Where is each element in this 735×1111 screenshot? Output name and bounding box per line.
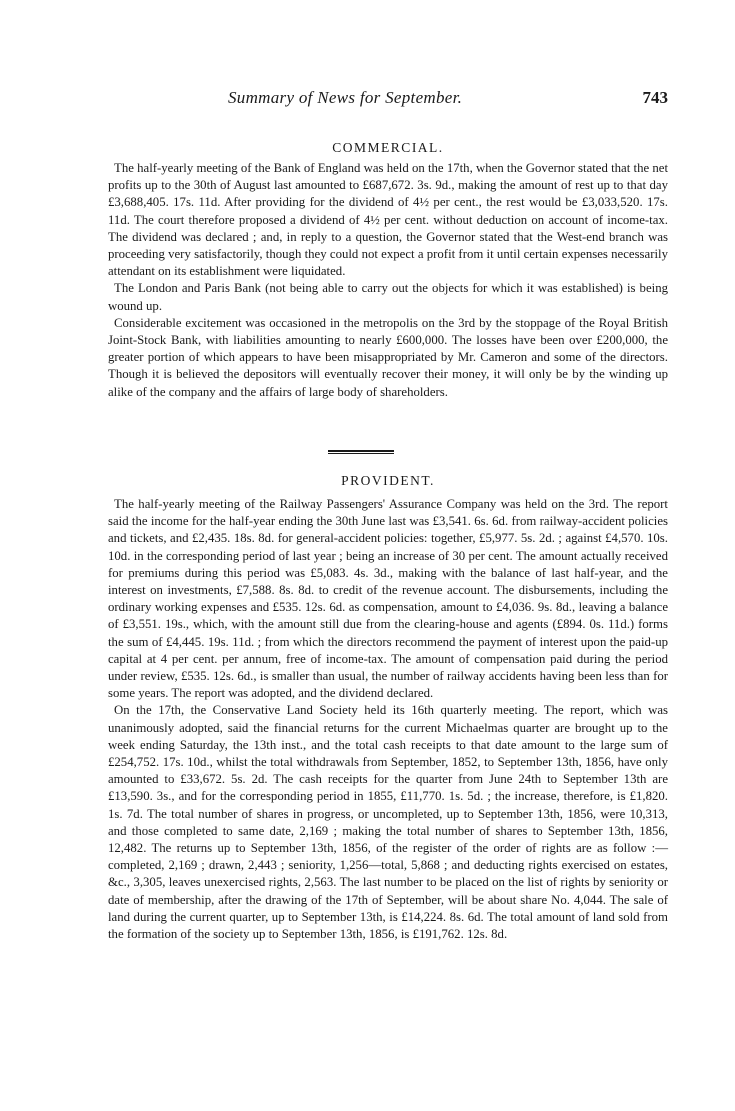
paragraph: On the 17th, the Conservative Land Society held its 16th quarterly meeting. The report, which was unanimously adopted, said the financial returns for the current Michaelmas quarter are brought up to the week ending Saturday, the 13th inst., and the total cash receipts to that date amount to the large sum of £254,752. 17s. 10d., whilst the total withdrawals from September, 1852, to September 13th, 1856, have only amounted to £33,672. 5s. 2d. The cash receipts for the quarter from June 24th to September 13th are £13,590. 3s., and for the corresponding period in 1855, £11,770. 1s. 5d. ; the increase, therefore, is £1,820. 1s. 7d. The total number of shares in progress, or uncompleted, up to September 13th, 1856, were 10,313, and those completed to same date, 2,169 ; making the total number of shares to September 13th, 1856, 12,482. The returns up to September 13th, 1856, of the register of the order of rights are as follow :—completed, 2,169 ; drawn, 2,443 ; seniority, 1,256—total, 5,868 ; and deducting rights exercised on estates, &c., 3,305, leaves unexercised rights, 2,563. The last number to be placed on the list of rights by seniority or date of membership, after the drawing of the 17th of September, will be about share No. 4,044. The sale of land during the current quarter, up to September 13th, is £14,224. 8s. 6d. The total amount of land sold from the formation of the society up to September 13th, 1856, is £191,762. 12s. 8d. xyxy=(108,703,668,942)
paragraph: The half-yearly meeting of the Bank of England was held on the 17th, when the Governor stated that the net profits up to the 30th of August last amounted to £687,672. 3s. 9d., making the amount of rest up to that day £3,688,405. 17s. 11d. After providing for the dividend of 4½ per cent., the rest would be £3,033,520. 17s. 11d. The court therefore proposed a dividend of 4½ per cent. without deduction on account of income-tax. The dividend was declared ; and, in reply to a question, the Governor stated that the West-end branch was proceeding very satisfactorily, though they could not expect a profit from it until certain expenses necessarily attendant on its establishment were liquidated. xyxy=(108,161,668,279)
section-divider xyxy=(328,450,394,454)
running-head xyxy=(108,88,668,110)
paragraph: The London and Paris Bank (not being able to carry out the objects for which it was established) is being wound up. xyxy=(108,281,668,313)
section-heading-provident: PROVIDENT. xyxy=(341,473,435,488)
commercial-section xyxy=(108,160,668,401)
provident-section xyxy=(108,496,668,943)
paragraph: Considerable excitement was occasioned in the metropolis on the 3rd by the stoppage of the Royal British Joint-Stock Bank, with liabilities amounting to nearly £600,000. The losses have been over £200,000, the greater portion of which appears to have been misappropriated by Mr. Cameron and some of the directors. Though it is believed the depositors will eventually recover their money, it will only be by the winding up alike of the company and the affairs of large body of shareholders. xyxy=(108,315,668,399)
page-number: 743 xyxy=(642,88,668,107)
section-heading-commercial: COMMERCIAL. xyxy=(332,140,444,155)
paragraph: The half-yearly meeting of the Railway Passengers' Assurance Company was held on the 3rd. The report said the income for the half-year ending the 30th June last was £3,541. 6s. 6d. from railway-accident policies and tickets, and £2,435. 18s. 8d. for general-accident policies: together, £5,977. 5s. 2d. ; against £4,570. 10s. 10d. in the corresponding period of last year ; being an increase of 30 per cent. The amount actually received for premiums during this period was £5,083. 4s. 3d., making with the balance of last half-year, and the interest on investments, £7,588. 8s. 8d. to credit of the revenue account. The disbursements, including the ordinary working expenses and £535. 12s. 6d. as compensation, amount to £4,036. 9s. 8d., leaving a balance of £3,551. 19s., which, with the amount still due from the clearing-house and agents (£894. 0s. 11d.) forms the sum of £4,445. 19s. 11d. ; from which the directors recommend the payment of interest upon the paid-up capital at 4 per cent. per annum, free of income-tax. The amount of compensation paid during the period under review, £535. 12s. 6d., is smaller than usual, the number of railway accidents having been less than for some years. The report was adopted, and the dividend declared. xyxy=(108,497,668,701)
running-title: Summary of News for September. xyxy=(228,88,463,107)
